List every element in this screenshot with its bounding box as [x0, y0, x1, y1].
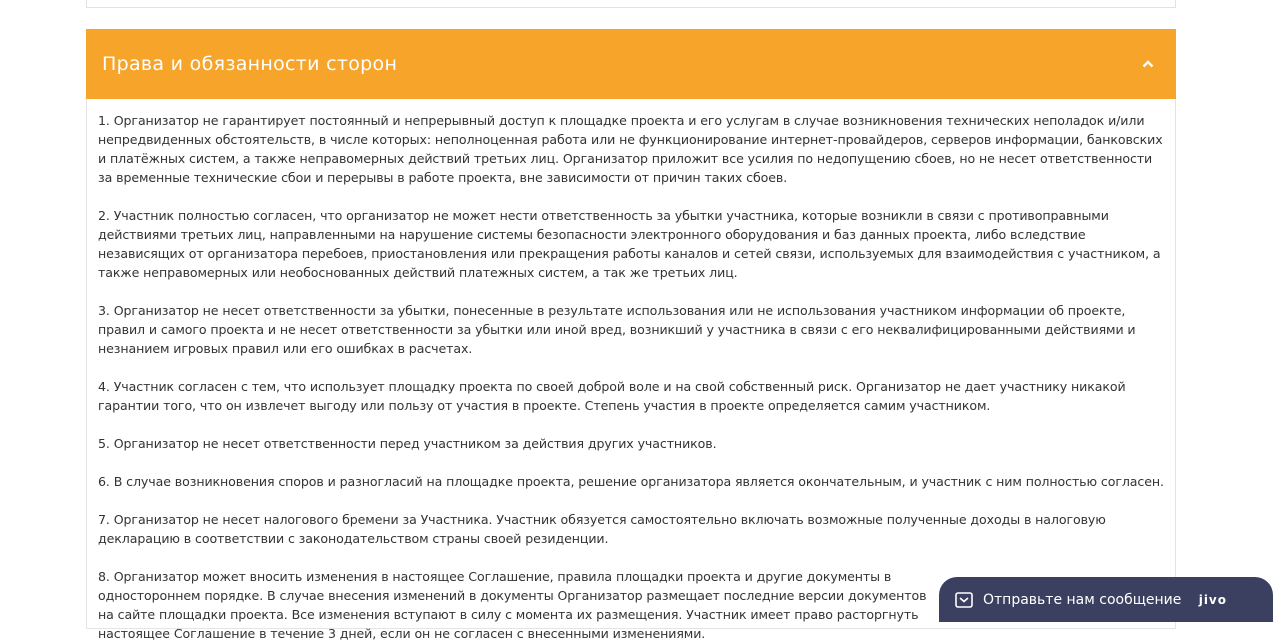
chevron-up-icon[interactable]: [1140, 56, 1156, 72]
chat-label: Отправьте нам сообщение: [983, 591, 1182, 608]
chat-widget-button[interactable]: [939, 577, 1273, 622]
previous-panel: [86, 0, 1176, 8]
jivo-logo: jivo: [1198, 592, 1227, 607]
message-icon: [955, 592, 973, 608]
paragraph-8: 8. Организатор может вносить изменения в настоящее Соглашение, правила площадки проекта и другие документы в одностороннем порядке. В случае внесения изменений в документы Организатор размещает последние версии документов на сайте площадки проекта. Все изменения вступают в силу с момента их размещения. Участник имеет право расторгнуть настоящее Соглашение в течение 3 дней, если он не согласен с внесенными изменениями.: [98, 569, 927, 641]
paragraph-7: 7. Организатор не несет налогового бремени за Участника. Участник обязуется самостоятельно включать возможные полученные доходы в налоговую декларацию в соответствии с законодательством страны своей резиденции.: [98, 512, 1106, 546]
rights-obligations-panel: [86, 29, 1176, 641]
paragraph-4: 4. Участник согласен с тем, что использует площадку проекта по своей доброй воле и на свой собственный риск. Организатор не дает участнику никакой гарантии того, что он извлечет выгоду или пользу от участия в проекте. Степень участия в проекте определяется самим участником.: [98, 379, 1126, 413]
panel-header-toggle[interactable]: [86, 29, 1176, 99]
panel-title: Права и обязанности сторон: [102, 53, 398, 75]
paragraph-2: 2. Участник полностью согласен, что организатор не может нести ответственность за убытки участника, которые возникли в связи с противоправными действиями третьих лиц, направленными на нарушение системы безопасности электронного оборудования и баз данных проекта, либо вследствие независящих от организатора перебоев, приостановления или прекращения работы каналов и сетей связи, используемых для взаимодействия с участником, а также неправомерных или необоснованных действий платежных систем, а так же третьих лиц.: [98, 208, 1161, 280]
paragraph-5: 5. Организатор не несет ответственности перед участником за действия других участников.: [98, 436, 717, 451]
paragraph-3: 3. Организатор не несет ответственности за убытки, понесенные в результате использования или не использования участником информации об проекте, правил и самого проекта и не несет ответственности за убытки или иной вред, возникший у участника в связи с его неквалифицированными действиями и незнанием игровых правил или его ошибках в расчетах.: [98, 303, 1136, 356]
panel-body: [87, 99, 1175, 643]
paragraph-1: 1. Организатор не гарантирует постоянный и непрерывный доступ к площадке проекта и его услугам в случае возникновения технических неполадок и/или непредвиденных обстоятельств, в числе которых: неполноценная работа или не функционирование интернет-провайдеров, серверов информации, банковских и платёжных систем, а также неправомерных действий третьих лиц. Организатор приложит все усилия по недопущению сбоев, но не несет ответственности за временные технические сбои и перерывы в работе проекта, вне зависимости от причин таких сбоев.: [98, 113, 1163, 185]
paragraph-6: 6. В случае возникновения споров и разногласий на площадке проекта, решение организатора является окончательным, и участник с ним полностью согласен.: [98, 474, 1164, 489]
